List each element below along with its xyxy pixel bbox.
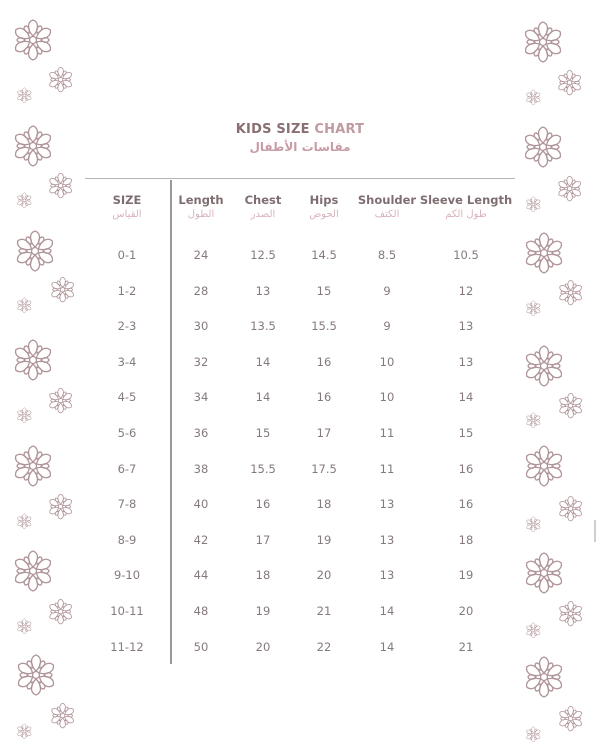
table-cell: 0-1 (117, 248, 137, 262)
flower-mandala-icon (11, 18, 55, 62)
table-cell: 16 (255, 497, 271, 512)
table-cell: 6-7 (117, 461, 137, 476)
table-cell: 14 (255, 390, 271, 405)
edge-mark (594, 520, 596, 542)
table-cell: 15.5 (311, 319, 337, 334)
flower-mandala-icon (49, 702, 76, 729)
column-header-en: Shoulder (357, 193, 417, 207)
column-header-en: Chest (244, 193, 282, 207)
table-cell: 15.5 (250, 461, 276, 476)
table-cell: 24 (193, 248, 209, 262)
table-cell: 16 (316, 390, 332, 405)
flower-mandala-icon (16, 723, 33, 740)
table-cell: 13 (379, 497, 395, 512)
flower-mandala-icon (525, 726, 542, 743)
table-cell: 2-3 (117, 319, 137, 334)
column-header-en: SIZE (112, 193, 142, 207)
title-part1: KIDS SIZE (235, 122, 310, 137)
table-cell: 14 (255, 354, 271, 369)
table-cell: 16 (316, 354, 332, 369)
table-cell: 12.5 (250, 248, 276, 262)
flower-mandala-icon (557, 392, 584, 419)
table-cell: 15 (316, 283, 332, 298)
table-cell: 8.5 (377, 248, 397, 262)
flower-mandala-icon (557, 279, 584, 306)
table-cell: 13.5 (250, 319, 276, 334)
flower-mandala-icon (14, 653, 58, 697)
flower-mandala-icon (522, 551, 566, 595)
table-cell: 19 (316, 532, 332, 547)
table-cell: 40 (193, 497, 209, 512)
table-cell: 9 (383, 283, 391, 298)
table-cell: 13 (255, 283, 271, 298)
flower-mandala-icon (525, 300, 542, 317)
table-cell: 44 (193, 568, 209, 583)
table-cell: 13 (458, 354, 474, 369)
table-cell: 11 (379, 461, 395, 476)
table-cell: 10.5 (453, 248, 479, 262)
flower-mandala-icon (16, 618, 33, 635)
flower-mandala-icon (16, 407, 33, 424)
column-header-en: Hips (309, 193, 339, 207)
flower-mandala-icon (556, 175, 583, 202)
header-divider (85, 178, 515, 179)
table-cell: 19 (255, 604, 271, 618)
table-cell: 22 (316, 639, 332, 654)
table-cell: 11 (379, 426, 395, 440)
table-cell: 13 (458, 319, 474, 334)
table-cell: 14 (379, 604, 395, 618)
table-cell: 36 (193, 426, 209, 440)
table-cell: 42 (193, 532, 209, 547)
flower-mandala-icon (525, 622, 542, 639)
table-cell: 20 (255, 639, 271, 654)
table-cell: 14.5 (311, 248, 337, 262)
table-cell: 14 (379, 639, 395, 654)
flower-mandala-icon (525, 412, 542, 429)
table-cell: 15 (458, 426, 474, 440)
flower-mandala-icon (522, 231, 566, 275)
table-cell: 17 (255, 532, 271, 547)
table-cell: 5-6 (117, 426, 137, 440)
table-cell: 9-10 (113, 568, 141, 583)
flower-mandala-icon (47, 387, 74, 414)
table-cell: 20 (316, 568, 332, 583)
table-cell: 18 (458, 532, 474, 547)
table-cell: 18 (255, 568, 271, 583)
flower-mandala-icon (525, 516, 542, 533)
flower-mandala-icon (11, 338, 55, 382)
flower-mandala-icon (557, 705, 584, 732)
table-cell: 20 (458, 604, 474, 618)
table-cell: 4-5 (117, 390, 137, 405)
column-header-ar: الصدر (250, 209, 276, 220)
table-cell: 9 (383, 319, 391, 334)
table-cell: 1-2 (117, 283, 137, 298)
flower-mandala-icon (557, 600, 584, 627)
flower-mandala-icon (47, 598, 74, 625)
table-cell: 21 (316, 604, 332, 618)
table-cell: 16 (458, 497, 474, 512)
table-cell: 10 (379, 354, 395, 369)
column-header-ar: الطول (187, 209, 215, 220)
table-cell: 18 (316, 497, 332, 512)
table-cell: 48 (193, 604, 209, 618)
flower-mandala-icon (13, 229, 57, 273)
flower-mandala-icon (522, 444, 566, 488)
flower-mandala-icon (11, 549, 55, 593)
table-cell: 8-9 (117, 532, 137, 547)
table-cell: 32 (193, 354, 209, 369)
table-cell: 7-8 (117, 497, 137, 512)
table-cell: 50 (193, 639, 209, 654)
flower-mandala-icon (521, 20, 565, 64)
table-cell: 11-12 (110, 639, 144, 654)
table-cell: 13 (379, 532, 395, 547)
flower-mandala-icon (16, 297, 33, 314)
flower-mandala-icon (16, 87, 33, 104)
flower-mandala-icon (47, 493, 74, 520)
table-cell: 10-11 (110, 604, 144, 618)
table-cell: 14 (458, 390, 474, 405)
flower-mandala-icon (522, 655, 566, 699)
title-part2: CHART (314, 122, 365, 137)
chart-title-block (0, 122, 600, 154)
table-cell: 30 (193, 319, 209, 334)
column-header-en: Sleeve Length (419, 193, 513, 207)
table-cell: 13 (379, 568, 395, 583)
table-cell: 21 (458, 639, 474, 654)
flower-mandala-icon (11, 444, 55, 488)
table-cell: 17 (316, 426, 332, 440)
column-header-ar: الكتف (374, 209, 400, 220)
flower-mandala-icon (556, 69, 583, 96)
table-cell: 12 (458, 283, 474, 298)
column-header-ar: القياس (112, 209, 142, 220)
column-header-en: Length (178, 193, 224, 207)
table-cell: 38 (193, 461, 209, 476)
flower-mandala-icon (525, 89, 542, 106)
table-cell: 15 (255, 426, 271, 440)
flower-mandala-icon (16, 192, 33, 209)
table-cell: 28 (193, 283, 209, 298)
table-cell: 10 (379, 390, 395, 405)
flower-mandala-icon (522, 344, 566, 388)
column-header-ar: طول الكم (445, 209, 487, 220)
table-cell: 17.5 (311, 461, 337, 476)
flower-mandala-icon (525, 196, 542, 213)
column-header-ar: الحوض (309, 209, 339, 220)
flower-mandala-icon (16, 513, 33, 530)
table-cell: 16 (458, 461, 474, 476)
table-cell: 34 (193, 390, 209, 405)
column-header (416, 193, 516, 220)
table-cell: 19 (458, 568, 474, 583)
flower-mandala-icon (557, 495, 584, 522)
arabic-title: مقاسات الأطفال (249, 140, 351, 154)
chart-title (0, 122, 600, 137)
table-cell: 3-4 (117, 354, 137, 369)
flower-mandala-icon (47, 66, 74, 93)
flower-mandala-icon (47, 172, 74, 199)
flower-mandala-icon (49, 276, 76, 303)
